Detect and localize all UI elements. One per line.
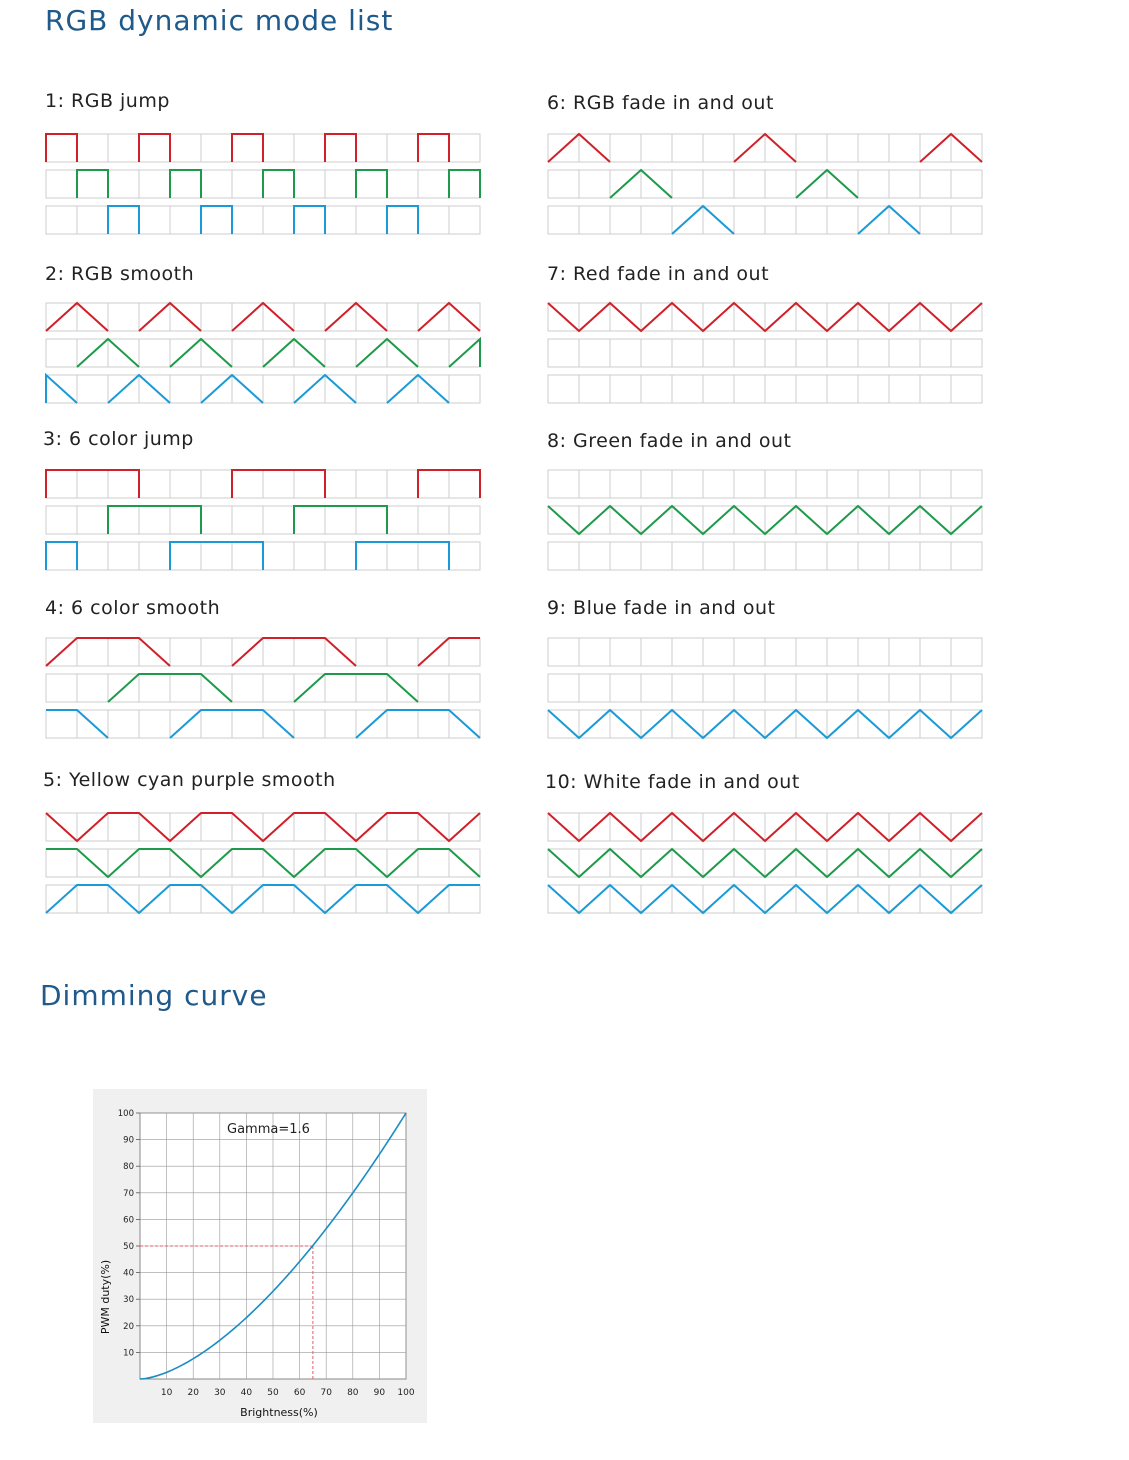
mode-row [46,506,480,534]
x-tick-label: 10 [160,1388,173,1398]
signal-line-red [232,470,325,498]
x-tick-label: 50 [267,1388,279,1398]
signal-line-blue [387,206,418,234]
y-tick-label: 90 [123,1135,134,1146]
signal-line-red [232,134,263,162]
mode-row [46,885,480,913]
y-tick-label: 50 [123,1242,134,1252]
mode-diagram-10 [547,812,983,915]
dimming-chart [93,1089,427,1423]
mode-row [548,542,982,570]
mode-diagram-1 [45,133,481,236]
mode-diagram-8 [547,469,983,572]
signal-line-green [294,506,387,534]
mode-row [46,206,480,234]
mode-title-8: 8: Green fade in and out [547,430,792,452]
signal-line-green [449,170,480,198]
mode-row [548,849,982,877]
y-tick-label: 100 [117,1109,134,1119]
x-tick-label: 100 [397,1388,415,1398]
signal-line-red [418,134,449,162]
mode-row [548,638,982,666]
signal-line-blue [201,206,232,234]
signal-line-green [77,170,108,198]
mode-row [548,206,982,234]
modes-heading: RGB dynamic mode list [45,4,394,37]
x-tick-label: 20 [187,1388,199,1398]
signal-line-blue [108,206,139,234]
gamma-annotation: Gamma=1.6 [227,1122,310,1137]
mode-row [548,470,982,498]
mode-row [46,849,480,877]
signal-line-red [325,134,356,162]
mode-row [46,638,480,666]
y-axis-label: PWM duty(%) [99,1259,112,1335]
mode-row [46,674,480,702]
y-tick-label: 30 [123,1295,134,1306]
mode-row [548,710,982,738]
mode-title-1: 1: RGB jump [45,90,170,112]
mode-row [548,506,982,534]
mode-row [548,339,982,367]
mode-title-5: 5: Yellow cyan purple smooth [43,769,336,791]
mode-title-7: 7: Red fade in and out [547,263,770,285]
mode-title-4: 4: 6 color smooth [45,597,221,619]
x-tick-label: 80 [347,1388,359,1398]
mode-title-3: 3: 6 color jump [43,428,194,450]
mode-row [46,813,480,841]
mode-row [548,813,982,841]
mode-diagram-7 [547,302,983,405]
y-tick-label: 10 [123,1348,134,1359]
mode-row [46,170,480,198]
y-tick-label: 80 [123,1162,134,1173]
x-axis-label: Brightness(%) [240,1406,318,1419]
mode-row [46,542,480,570]
mode-row [548,134,982,162]
x-tick-label: 60 [293,1388,306,1398]
signal-line-red [46,470,139,498]
y-tick-label: 20 [123,1321,134,1332]
signal-line-blue [294,206,325,234]
mode-row [548,170,982,198]
signal-line-blue [356,542,449,570]
mode-diagram-5 [45,812,481,915]
mode-row [46,710,480,738]
dimming-chart-panel [93,1089,427,1423]
signal-line-red [139,134,170,162]
mode-row [46,339,480,367]
mode-diagram-9 [547,637,983,740]
x-tick-label: 90 [373,1388,386,1398]
signal-line-green [356,170,387,198]
mode-diagram-4 [45,637,481,740]
mode-row [46,303,480,331]
signal-line-blue [170,542,263,570]
signal-line-green [449,339,480,367]
mode-diagram-6 [547,133,983,236]
mode-title-6: 6: RGB fade in and out [547,92,774,114]
signal-line-green [263,170,294,198]
x-tick-label: 40 [240,1388,253,1398]
y-tick-label: 70 [123,1188,134,1199]
mode-diagram-2 [45,302,481,405]
mode-row [46,470,480,498]
mode-row [548,303,982,331]
mode-diagram-3 [45,469,481,572]
mode-row [548,885,982,913]
y-tick-label: 60 [123,1215,134,1226]
mode-title-2: 2: RGB smooth [45,263,195,285]
mode-row [548,375,982,403]
mode-title-10: 10: White fade in and out [545,771,800,793]
mode-row [46,375,480,403]
signal-line-blue [46,542,77,570]
signal-line-blue [46,375,77,403]
mode-row [548,674,982,702]
dimming-heading: Dimming curve [40,979,268,1012]
signal-line-red [46,134,77,162]
mode-title-9: 9: Blue fade in and out [547,597,776,619]
x-tick-label: 70 [320,1388,332,1398]
signal-line-green [108,506,201,534]
signal-line-green [170,170,201,198]
y-tick-label: 40 [123,1268,134,1279]
x-tick-label: 30 [214,1388,226,1398]
mode-row [46,134,480,162]
